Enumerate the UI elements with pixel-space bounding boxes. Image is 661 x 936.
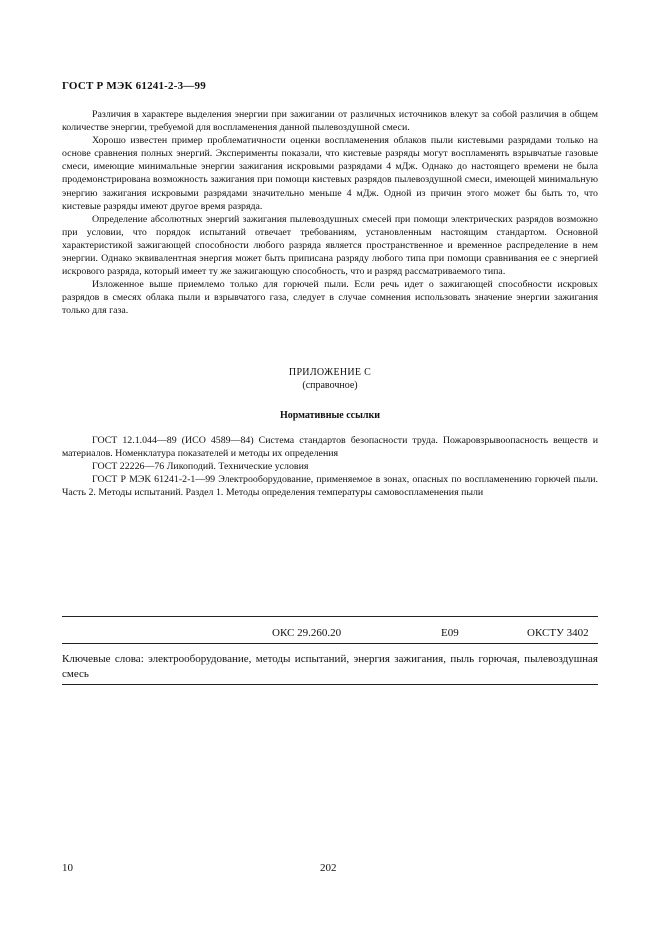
okstu-code: ОКСТУ 3402 bbox=[527, 627, 589, 639]
references-heading: Нормативные ссылки bbox=[279, 410, 381, 421]
appendix-title-block bbox=[62, 366, 598, 392]
references-list bbox=[62, 434, 598, 499]
oks-code: ОКС 29.260.20 bbox=[272, 627, 342, 639]
page-number-center: 202 bbox=[320, 862, 337, 874]
document-header: ГОСТ Р МЭК 61241-2-3—99 bbox=[62, 80, 206, 92]
paragraph: Различия в характере выделения энергии при зажигании от различных источников влекут за собой различия в общем количестве энергии, требуемой для воспламенения данной пылевоздушной смеси. bbox=[62, 109, 598, 134]
divider-top bbox=[62, 616, 598, 617]
paragraph: Изложенное выше приемлемо только для горючей пыли. Если речь идет о зажигающей способности искровых разрядов в смесях облака пыли и взрывчатого газа, следует в случае сомнения использовать значение энергии зажигания только для газа. bbox=[62, 279, 598, 317]
reference-item: ГОСТ 22226—76 Ликоподий. Технические условия bbox=[92, 461, 309, 473]
divider-middle bbox=[62, 643, 598, 644]
page-number-left: 10 bbox=[62, 862, 73, 874]
reference-item: ГОСТ 12.1.044—89 (ИСО 4589—84) Система стандартов безопасности труда. Пожаровзрывоопасность веществ и материалов. Номенклатура показателей и методы их определения bbox=[62, 435, 598, 460]
appendix-subtitle: (справочное) bbox=[302, 380, 358, 391]
divider-bottom bbox=[62, 684, 598, 685]
reference-item: ГОСТ Р МЭК 61241-2-1—99 Электрооборудование, применяемое в зонах, опасных по воспламенению горючей пыли. Часть 2. Методы испытаний. Раздел 1. Методы определения температуры самовоспламенения пыли bbox=[62, 474, 598, 499]
appendix-title: ПРИЛОЖЕНИЕ С bbox=[288, 367, 372, 378]
paragraph: Определение абсолютных энергий зажигания пылевоздушных смесей при помощи электрических разрядов возможно при условии, что порядок испытаний отвечает требованиям, установленным настоящим стандартом. Основной характеристикой зажигающей способности любого разряда является пространственное и временное распределение в нем энергии. Однако эквивалентная энергия может быть приписана разряду любого типа при помощи сравнивания ее с энергией искрового разряда, который имеет ту же зажигающую способность, что и разряд рассматриваемого типа. bbox=[62, 213, 598, 278]
body-text bbox=[62, 108, 598, 318]
keywords: Ключевые слова: электрооборудование, методы испытаний, энергия зажигания, пыль горючая, пылевоздушная смесь bbox=[62, 653, 598, 680]
e-code: Е09 bbox=[441, 627, 459, 639]
paragraph: Хорошо известен пример проблематичности оценки воспламенения облаков пыли кистевыми разрядами только на основе сравнения полных энергий. Эксперименты показали, что кистевые разряды могут воспламенять взрывчатые газовые смеси, имеющие минимальные энергии зажигания искровыми разрядами 4 мДж. Однако до настоящего времени не была продемонстрирована возможность зажигания при помощи кистевых разрядов пылевоздушной смеси, имеющей минимальную энергию зажигания искровыми разрядами значительно меньше 4 мДж. Одной из причин этого может бы быть то, что кистевые разряды имеют другое время разряда. bbox=[62, 135, 598, 212]
